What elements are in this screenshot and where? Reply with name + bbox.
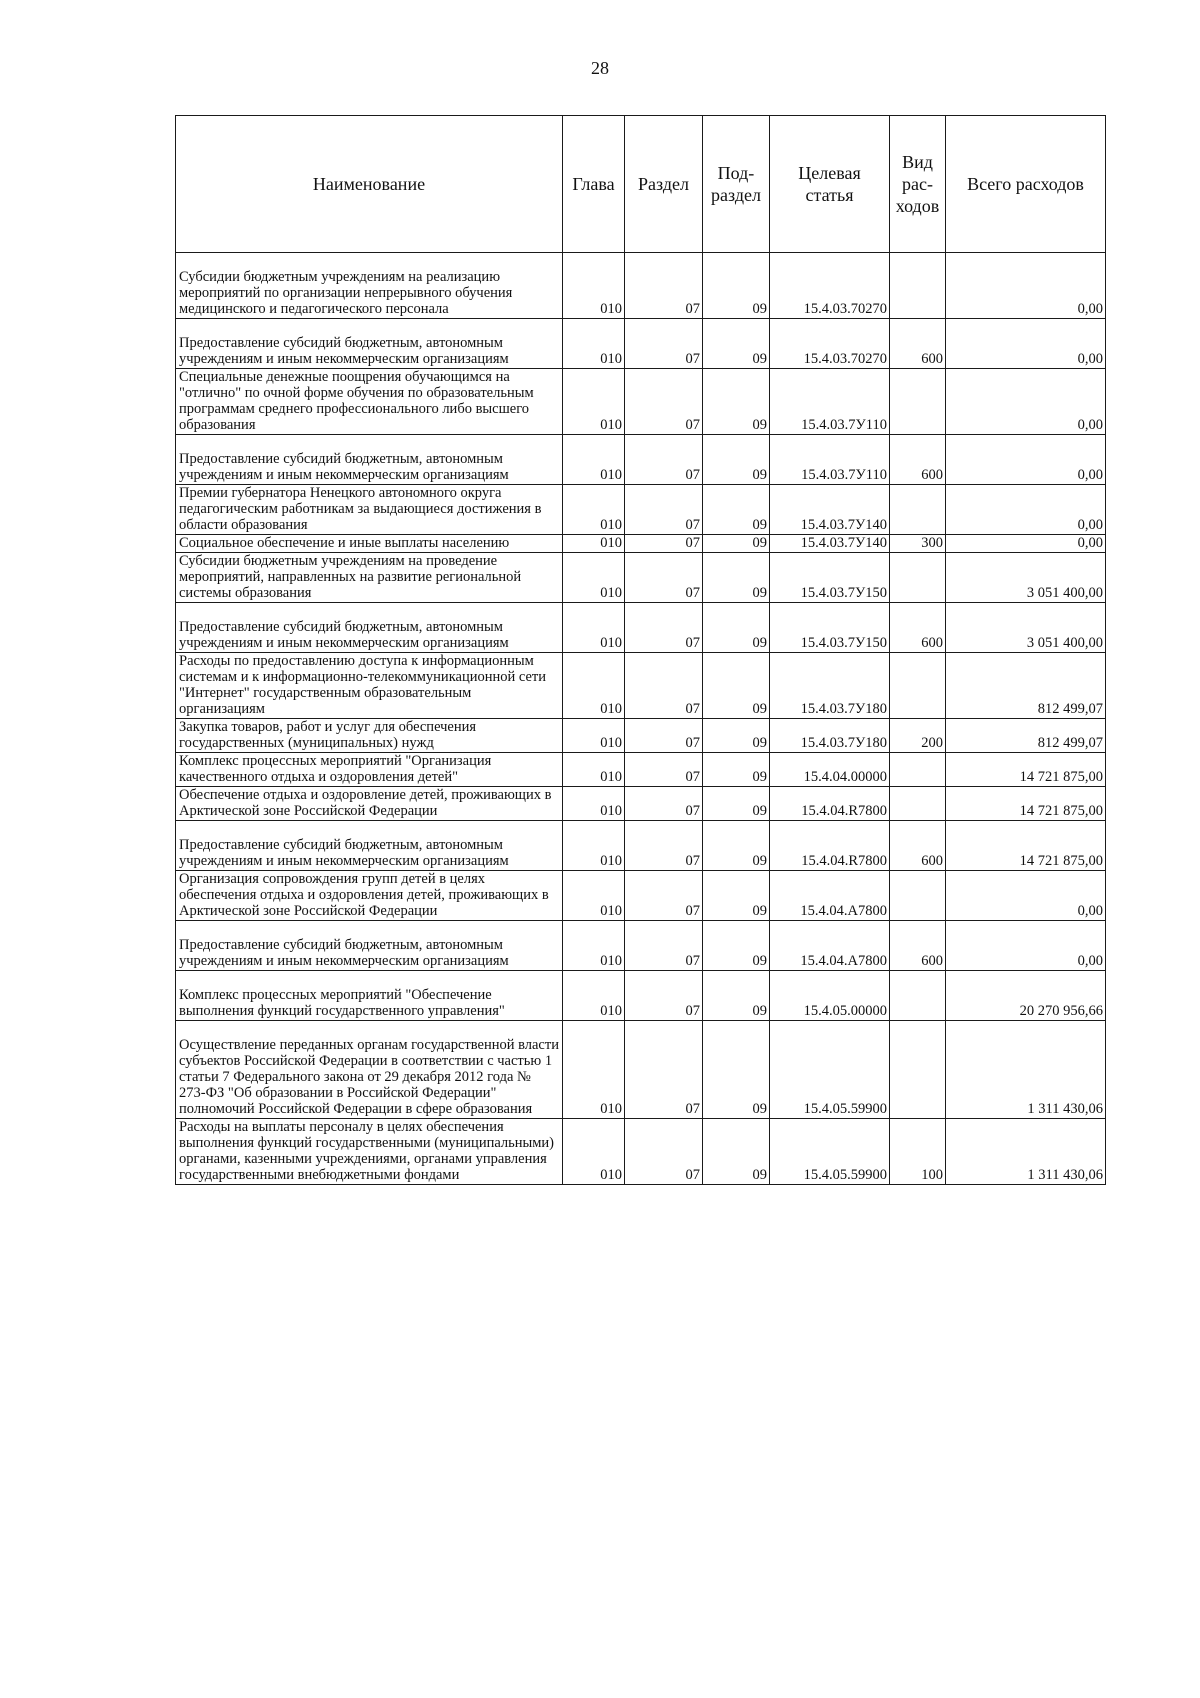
header-section: Раздел — [625, 116, 703, 253]
row-name-cell-text: Специальные денежные поощрения обучающимся на "отлично" по очной форме обучения по образовательным программам среднего профессионального либо высшего образования — [179, 369, 534, 433]
row-subsection-cell-text: 09 — [752, 735, 767, 751]
row-total-cell-text: 0,00 — [1077, 953, 1103, 969]
row-target-cell — [770, 1119, 890, 1185]
row-name-cell — [176, 1119, 563, 1185]
row-section-cell-text: 07 — [685, 635, 700, 651]
row-chapter-cell — [563, 253, 625, 319]
table-row — [176, 603, 1106, 653]
row-subsection-cell — [703, 753, 770, 787]
row-section-cell — [625, 535, 703, 553]
row-section-cell — [625, 653, 703, 719]
row-subsection-cell — [703, 369, 770, 435]
table-body — [176, 253, 1106, 1185]
row-total-cell-text: 14 721 875,00 — [1019, 803, 1103, 819]
row-total-cell — [946, 921, 1106, 971]
row-chapter-cell-text: 010 — [600, 585, 622, 601]
row-subsection-cell — [703, 921, 770, 971]
row-total-cell — [946, 821, 1106, 871]
header-expense-type: Вид рас- ходов — [890, 116, 946, 253]
row-name-cell — [176, 485, 563, 535]
table-row — [176, 821, 1106, 871]
row-section-cell-text: 07 — [685, 735, 700, 751]
row-subsection-cell — [703, 535, 770, 553]
row-section-cell-text: 07 — [685, 585, 700, 601]
row-expense-type-cell — [890, 871, 946, 921]
row-name-cell — [176, 435, 563, 485]
row-total-cell — [946, 603, 1106, 653]
row-subsection-cell-text: 09 — [752, 467, 767, 483]
row-name-cell-text: Закупка товаров, работ и услуг для обеспечения государственных (муниципальных) нужд — [179, 719, 477, 751]
row-total-cell — [946, 787, 1106, 821]
row-expense-type-cell — [890, 653, 946, 719]
row-subsection-cell-text: 09 — [752, 417, 767, 433]
budget-table — [175, 115, 1106, 1185]
row-target-cell — [770, 921, 890, 971]
row-chapter-cell-text: 010 — [600, 301, 622, 317]
row-target-cell — [770, 553, 890, 603]
row-expense-type-cell — [890, 1021, 946, 1119]
row-name-cell-text: Предоставление субсидий бюджетным, автономным учреждениям и иным некоммерческим организациям — [179, 451, 509, 483]
row-target-cell-text: 15.4.03.70270 — [803, 301, 887, 317]
row-chapter-cell — [563, 787, 625, 821]
row-target-cell-text: 15.4.05.00000 — [803, 1003, 887, 1019]
row-section-cell — [625, 719, 703, 753]
row-total-cell-text: 20 270 956,66 — [1019, 1003, 1103, 1019]
row-name-cell — [176, 787, 563, 821]
row-chapter-cell-text: 010 — [600, 1101, 622, 1117]
row-target-cell — [770, 369, 890, 435]
row-target-cell — [770, 319, 890, 369]
row-total-cell — [946, 719, 1106, 753]
row-subsection-cell-text: 09 — [752, 769, 767, 785]
row-target-cell-text: 15.4.03.7У110 — [801, 467, 887, 483]
row-chapter-cell — [563, 971, 625, 1021]
row-chapter-cell — [563, 435, 625, 485]
row-chapter-cell — [563, 1021, 625, 1119]
row-chapter-cell — [563, 485, 625, 535]
row-subsection-cell-text: 09 — [752, 585, 767, 601]
row-chapter-cell — [563, 719, 625, 753]
row-total-cell-text: 0,00 — [1077, 351, 1103, 367]
row-expense-type-cell — [890, 1119, 946, 1185]
row-total-cell-text: 0,00 — [1077, 467, 1103, 483]
row-target-cell-text: 15.4.03.70270 — [803, 351, 887, 367]
header-name: Наименование — [176, 116, 563, 253]
row-total-cell — [946, 1119, 1106, 1185]
row-subsection-cell — [703, 319, 770, 369]
row-subsection-cell-text: 09 — [752, 1003, 767, 1019]
row-chapter-cell-text: 010 — [600, 853, 622, 869]
table-row — [176, 1021, 1106, 1119]
row-total-cell-text: 812 499,07 — [1037, 735, 1103, 751]
row-target-cell-text: 15.4.04.R7800 — [801, 853, 887, 869]
table-row — [176, 753, 1106, 787]
row-section-cell — [625, 921, 703, 971]
row-top-spacer — [179, 821, 560, 837]
row-chapter-cell — [563, 603, 625, 653]
row-section-cell — [625, 485, 703, 535]
page-number: 28 — [591, 58, 609, 78]
row-target-cell-text: 15.4.03.7У110 — [801, 417, 887, 433]
row-target-cell — [770, 871, 890, 921]
row-total-cell-text: 14 721 875,00 — [1019, 853, 1103, 869]
row-chapter-cell — [563, 535, 625, 553]
row-expense-type-cell — [890, 553, 946, 603]
row-subsection-cell-text: 09 — [752, 1167, 767, 1183]
row-target-cell — [770, 719, 890, 753]
row-target-cell-text: 15.4.03.7У150 — [800, 635, 887, 651]
row-chapter-cell-text: 010 — [600, 735, 622, 751]
row-chapter-cell — [563, 1119, 625, 1185]
row-chapter-cell-text: 010 — [600, 701, 622, 717]
row-expense-type-cell-text: 600 — [921, 351, 943, 367]
row-total-cell — [946, 253, 1106, 319]
row-top-spacer — [179, 603, 560, 619]
table-row — [176, 871, 1106, 921]
row-section-cell — [625, 787, 703, 821]
row-expense-type-cell — [890, 821, 946, 871]
row-total-cell — [946, 871, 1106, 921]
row-total-cell — [946, 971, 1106, 1021]
row-subsection-cell — [703, 971, 770, 1021]
row-subsection-cell — [703, 821, 770, 871]
row-section-cell-text: 07 — [685, 1003, 700, 1019]
row-target-cell-text: 15.4.03.7У140 — [800, 535, 887, 551]
row-name-cell — [176, 653, 563, 719]
row-name-cell-text: Расходы на выплаты персоналу в целях обеспечения выполнения функций государственными (муниципальными) органами, казенными учреждениями, органами управления государственными внебюджетными фондами — [179, 1119, 555, 1183]
row-subsection-cell — [703, 553, 770, 603]
row-chapter-cell-text: 010 — [600, 417, 622, 433]
row-target-cell — [770, 435, 890, 485]
row-subsection-cell-text: 09 — [752, 517, 767, 533]
row-total-cell — [946, 485, 1106, 535]
row-section-cell — [625, 971, 703, 1021]
row-subsection-cell-text: 09 — [752, 351, 767, 367]
row-target-cell-text: 15.4.03.7У180 — [800, 735, 887, 751]
row-subsection-cell — [703, 653, 770, 719]
row-section-cell — [625, 821, 703, 871]
row-total-cell — [946, 1021, 1106, 1119]
row-section-cell-text: 07 — [685, 467, 700, 483]
row-section-cell-text: 07 — [685, 769, 700, 785]
row-name-cell-text: Премии губернатора Ненецкого автономного округа педагогическим работникам за выдающиеся достижения в области образования — [179, 485, 542, 533]
row-expense-type-cell-text: 600 — [921, 853, 943, 869]
table-row — [176, 653, 1106, 719]
row-section-cell — [625, 1021, 703, 1119]
table-row — [176, 921, 1106, 971]
row-name-cell-text: Комплекс процессных мероприятий "Обеспечение выполнения функций государственного управления" — [179, 987, 505, 1019]
row-section-cell — [625, 319, 703, 369]
row-target-cell-text: 15.4.04.R7800 — [801, 803, 887, 819]
row-subsection-cell — [703, 603, 770, 653]
row-chapter-cell-text: 010 — [600, 1003, 622, 1019]
row-target-cell-text: 15.4.03.7У150 — [800, 585, 887, 601]
row-subsection-cell — [703, 1119, 770, 1185]
row-top-spacer — [179, 253, 560, 269]
row-total-cell — [946, 319, 1106, 369]
row-name-cell — [176, 821, 563, 871]
row-expense-type-cell-text: 600 — [921, 635, 943, 651]
table-row — [176, 319, 1106, 369]
table-row — [176, 553, 1106, 603]
row-name-cell — [176, 603, 563, 653]
row-chapter-cell-text: 010 — [600, 467, 622, 483]
table-row — [176, 435, 1106, 485]
row-name-cell-text: Субсидии бюджетным учреждениям на реализацию мероприятий по организации непрерывного обучения медицинского и педагогического персонала — [179, 269, 513, 317]
row-top-spacer — [179, 1021, 560, 1037]
row-name-cell-text: Предоставление субсидий бюджетным, автономным учреждениям и иным некоммерческим организациям — [179, 937, 509, 969]
table-header-row — [176, 116, 1106, 253]
row-section-cell — [625, 753, 703, 787]
row-expense-type-cell — [890, 253, 946, 319]
table-row — [176, 369, 1106, 435]
row-chapter-cell — [563, 753, 625, 787]
row-chapter-cell-text: 010 — [600, 769, 622, 785]
row-chapter-cell-text: 010 — [600, 803, 622, 819]
row-expense-type-cell-text: 100 — [921, 1167, 943, 1183]
row-chapter-cell-text: 010 — [600, 351, 622, 367]
row-name-cell-text: Субсидии бюджетным учреждениям на проведение мероприятий, направленных на развитие региональной системы образования — [179, 553, 522, 601]
row-name-cell-text: Расходы по предоставлению доступа к информационным системам и к информационно-телекоммуникационной сети "Интернет" государственным образовательным организациям — [179, 653, 547, 717]
header-total: Всего расходов — [946, 116, 1106, 253]
row-top-spacer — [179, 319, 560, 335]
table-row — [176, 535, 1106, 553]
row-chapter-cell-text: 010 — [600, 517, 622, 533]
row-section-cell — [625, 435, 703, 485]
row-top-spacer — [179, 971, 560, 987]
row-total-cell — [946, 369, 1106, 435]
row-chapter-cell — [563, 871, 625, 921]
row-name-cell — [176, 535, 563, 553]
row-target-cell — [770, 653, 890, 719]
row-subsection-cell-text: 09 — [752, 853, 767, 869]
row-total-cell — [946, 553, 1106, 603]
row-target-cell-text: 15.4.05.59900 — [803, 1167, 887, 1183]
row-expense-type-cell-text: 200 — [921, 735, 943, 751]
row-expense-type-cell — [890, 603, 946, 653]
row-chapter-cell — [563, 921, 625, 971]
row-subsection-cell-text: 09 — [752, 1101, 767, 1117]
row-target-cell — [770, 253, 890, 319]
row-expense-type-cell — [890, 971, 946, 1021]
row-total-cell-text: 1 311 430,06 — [1027, 1101, 1103, 1117]
row-name-cell — [176, 553, 563, 603]
row-chapter-cell — [563, 821, 625, 871]
row-chapter-cell — [563, 653, 625, 719]
row-section-cell-text: 07 — [685, 351, 700, 367]
row-target-cell — [770, 821, 890, 871]
row-subsection-cell — [703, 435, 770, 485]
row-expense-type-cell — [890, 435, 946, 485]
row-chapter-cell — [563, 319, 625, 369]
row-subsection-cell — [703, 871, 770, 921]
row-target-cell-text: 15.4.05.59900 — [803, 1101, 887, 1117]
row-subsection-cell-text: 09 — [752, 803, 767, 819]
row-section-cell — [625, 603, 703, 653]
row-name-cell-text: Организация сопровождения групп детей в целях обеспечения отдыха и оздоровления детей, проживающих в Арктической зоне Российской Федерации — [179, 871, 549, 919]
row-chapter-cell — [563, 553, 625, 603]
row-expense-type-cell — [890, 485, 946, 535]
row-target-cell — [770, 971, 890, 1021]
row-section-cell — [625, 369, 703, 435]
table-row — [176, 485, 1106, 535]
row-section-cell — [625, 1119, 703, 1185]
row-subsection-cell — [703, 485, 770, 535]
row-total-cell — [946, 435, 1106, 485]
row-chapter-cell — [563, 369, 625, 435]
table-row — [176, 253, 1106, 319]
row-total-cell-text: 812 499,07 — [1037, 701, 1103, 717]
row-subsection-cell-text: 09 — [752, 953, 767, 969]
row-section-cell-text: 07 — [685, 1101, 700, 1117]
row-chapter-cell-text: 010 — [600, 903, 622, 919]
row-expense-type-cell-text: 600 — [921, 953, 943, 969]
row-target-cell-text: 15.4.04.00000 — [803, 769, 887, 785]
row-total-cell-text: 1 311 430,06 — [1027, 1167, 1103, 1183]
row-section-cell — [625, 253, 703, 319]
row-subsection-cell-text: 09 — [752, 701, 767, 717]
row-target-cell — [770, 603, 890, 653]
row-target-cell — [770, 787, 890, 821]
row-name-cell-text: Комплекс процессных мероприятий "Организация качественного отдыха и оздоровления детей" — [179, 753, 492, 785]
row-expense-type-cell — [890, 787, 946, 821]
row-name-cell-text: Предоставление субсидий бюджетным, автономным учреждениям и иным некоммерческим организациям — [179, 619, 509, 651]
header-subsection: Под- раздел — [703, 116, 770, 253]
row-total-cell — [946, 653, 1106, 719]
row-section-cell-text: 07 — [685, 903, 700, 919]
row-subsection-cell-text: 09 — [752, 635, 767, 651]
row-name-cell-text: Осуществление переданных органам государственной власти субъектов Российской Федерации в соответствии с частью 1 статьи 7 Федерального закона от 29 декабря 2012 года № 273-ФЗ "Об образовании в Российской Федерации" полномочий Российской Федерации в сфере образования — [179, 1037, 559, 1117]
row-section-cell — [625, 553, 703, 603]
row-target-cell — [770, 485, 890, 535]
row-section-cell-text: 07 — [685, 417, 700, 433]
row-total-cell — [946, 535, 1106, 553]
row-target-cell — [770, 535, 890, 553]
row-target-cell-text: 15.4.03.7У180 — [800, 701, 887, 717]
row-section-cell-text: 07 — [685, 301, 700, 317]
row-name-cell — [176, 971, 563, 1021]
row-expense-type-cell — [890, 753, 946, 787]
row-subsection-cell — [703, 787, 770, 821]
row-total-cell-text: 0,00 — [1077, 535, 1103, 551]
row-section-cell-text: 07 — [685, 853, 700, 869]
row-name-cell — [176, 369, 563, 435]
row-expense-type-cell — [890, 319, 946, 369]
row-total-cell-text: 0,00 — [1077, 417, 1103, 433]
table-row — [176, 1119, 1106, 1185]
header-chapter: Глава — [563, 116, 625, 253]
row-expense-type-cell — [890, 535, 946, 553]
row-total-cell-text: 3 051 400,00 — [1026, 585, 1103, 601]
row-subsection-cell-text: 09 — [752, 903, 767, 919]
row-subsection-cell — [703, 719, 770, 753]
row-top-spacer — [179, 921, 560, 937]
row-total-cell-text: 14 721 875,00 — [1019, 769, 1103, 785]
row-chapter-cell-text: 010 — [600, 1167, 622, 1183]
row-section-cell-text: 07 — [685, 517, 700, 533]
header-target: Целевая статья — [770, 116, 890, 253]
row-expense-type-cell — [890, 369, 946, 435]
row-total-cell-text: 0,00 — [1077, 903, 1103, 919]
row-expense-type-cell-text: 300 — [921, 535, 943, 551]
row-section-cell-text: 07 — [685, 803, 700, 819]
row-chapter-cell-text: 010 — [600, 535, 622, 551]
row-section-cell-text: 07 — [685, 953, 700, 969]
row-name-cell — [176, 719, 563, 753]
row-section-cell-text: 07 — [685, 701, 700, 717]
table-row — [176, 787, 1106, 821]
table-row — [176, 719, 1106, 753]
row-total-cell-text: 0,00 — [1077, 517, 1103, 533]
row-total-cell — [946, 753, 1106, 787]
row-name-cell — [176, 253, 563, 319]
row-name-cell-text: Предоставление субсидий бюджетным, автономным учреждениям и иным некоммерческим организациям — [179, 837, 509, 869]
row-expense-type-cell-text: 600 — [921, 467, 943, 483]
row-total-cell-text: 0,00 — [1077, 301, 1103, 317]
row-expense-type-cell — [890, 719, 946, 753]
row-name-cell — [176, 319, 563, 369]
row-subsection-cell — [703, 253, 770, 319]
row-target-cell — [770, 1021, 890, 1119]
row-chapter-cell-text: 010 — [600, 953, 622, 969]
row-name-cell — [176, 753, 563, 787]
row-target-cell-text: 15.4.04.А7800 — [800, 903, 887, 919]
row-name-cell — [176, 921, 563, 971]
row-total-cell-text: 3 051 400,00 — [1026, 635, 1103, 651]
row-chapter-cell-text: 010 — [600, 635, 622, 651]
row-name-cell-text: Предоставление субсидий бюджетным, автономным учреждениям и иным некоммерческим организациям — [179, 335, 509, 367]
row-target-cell — [770, 753, 890, 787]
row-target-cell-text: 15.4.04.А7800 — [800, 953, 887, 969]
row-subsection-cell-text: 09 — [752, 535, 767, 551]
table-row — [176, 971, 1106, 1021]
row-target-cell-text: 15.4.03.7У140 — [800, 517, 887, 533]
row-subsection-cell — [703, 1021, 770, 1119]
row-top-spacer — [179, 435, 560, 451]
row-section-cell-text: 07 — [685, 535, 700, 551]
row-section-cell-text: 07 — [685, 1167, 700, 1183]
row-name-cell — [176, 871, 563, 921]
row-name-cell-text: Социальное обеспечение и иные выплаты населению — [179, 535, 510, 551]
row-name-cell-text: Обеспечение отдыха и оздоровление детей, проживающих в Арктической зоне Российской Федерации — [179, 787, 552, 819]
row-section-cell — [625, 871, 703, 921]
row-name-cell — [176, 1021, 563, 1119]
row-expense-type-cell — [890, 921, 946, 971]
row-subsection-cell-text: 09 — [752, 301, 767, 317]
